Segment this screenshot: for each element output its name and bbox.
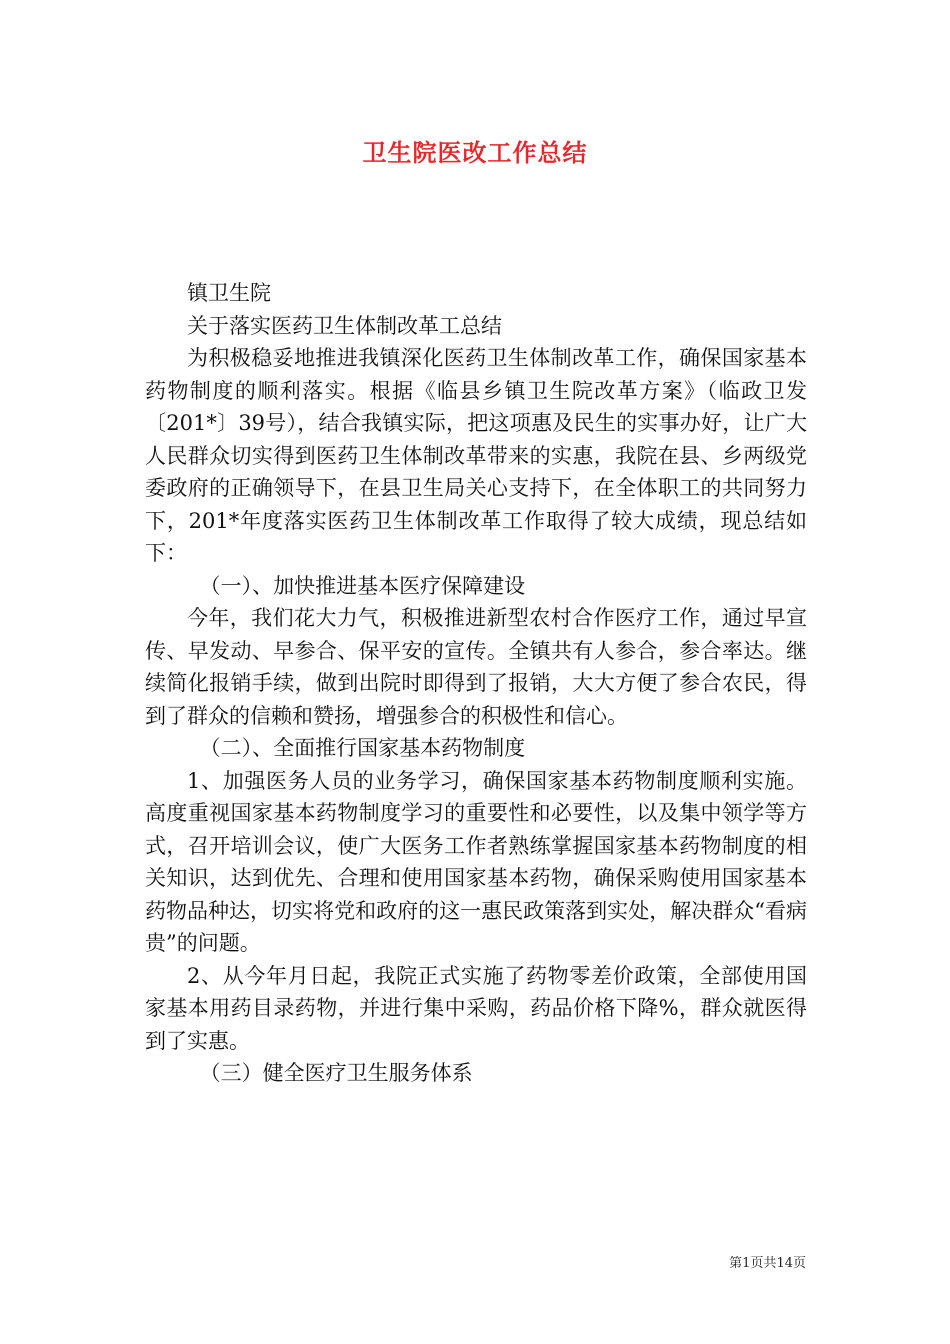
section-2-item-1: 1、加强医务人员的业务学习，确保国家基本药物制度顺利实施。高度重视国家基本药物制度学习的重要性和必要性，以及集中领学等方式，召开培训会议，使广大医务工作者熟练掌握国家基本药物制度的相关知识，达到优先、合理和使用国家基本药物，确保采购使用国家基本药物品种达，切实将党和政府的这一惠民政策落到实处，解决群众“看病贵”的问题。	[145, 768, 807, 955]
report-subtitle: 关于落实医药卫生体制改革工总结	[187, 313, 502, 338]
document-title: 卫生院医改工作总结	[362, 138, 588, 167]
section-heading-1: （一）、加快推进基本医疗保障建设	[199, 573, 526, 598]
section-heading-2: （二）、全面推行国家基本药物制度	[199, 736, 526, 760]
document-body	[145, 277, 807, 1090]
section-2-item-2: 2、从今年月日起，我院正式实施了药物零差价政策，全部使用国家基本用药目录药物，并进行集中采购，药品价格下降%，群众就医得到了实惠。	[145, 963, 807, 1053]
intro-paragraph: 为积极稳妥地推进我镇深化医药卫生体制改革工作，确保国家基本药物制度的顺利落实。根据《临县乡镇卫生院改革方案》（临政卫发〔201*〕39号），结合我镇实际，把这项惠及民生的实事办好，让广大人民群众切实得到医药卫生体制改革带来的实惠，我院在县、乡两级党委政府的正确领导下，在县卫生局关心支持下，在全体职工的共同努力下，201*年度落实医药卫生体制改革工作取得了较大成绩，现总结如下：	[145, 346, 807, 565]
section-heading-3: （三）健全医疗卫生服务体系	[199, 1061, 473, 1085]
org-name: 镇卫生院	[187, 281, 271, 305]
page-number-footer: 第1页共14页	[729, 1256, 806, 1271]
section-1-paragraph: 今年，我们花大力气，积极推进新型农村合作医疗工作，通过早宣传、早发动、早参合、保平安的宣传。全镇共有人参合，参合率达。继续简化报销手续，做到出院时即得到了报销，大大方便了参合农民，得到了群众的信赖和赞扬，增强参合的积极性和信心。	[145, 606, 807, 728]
